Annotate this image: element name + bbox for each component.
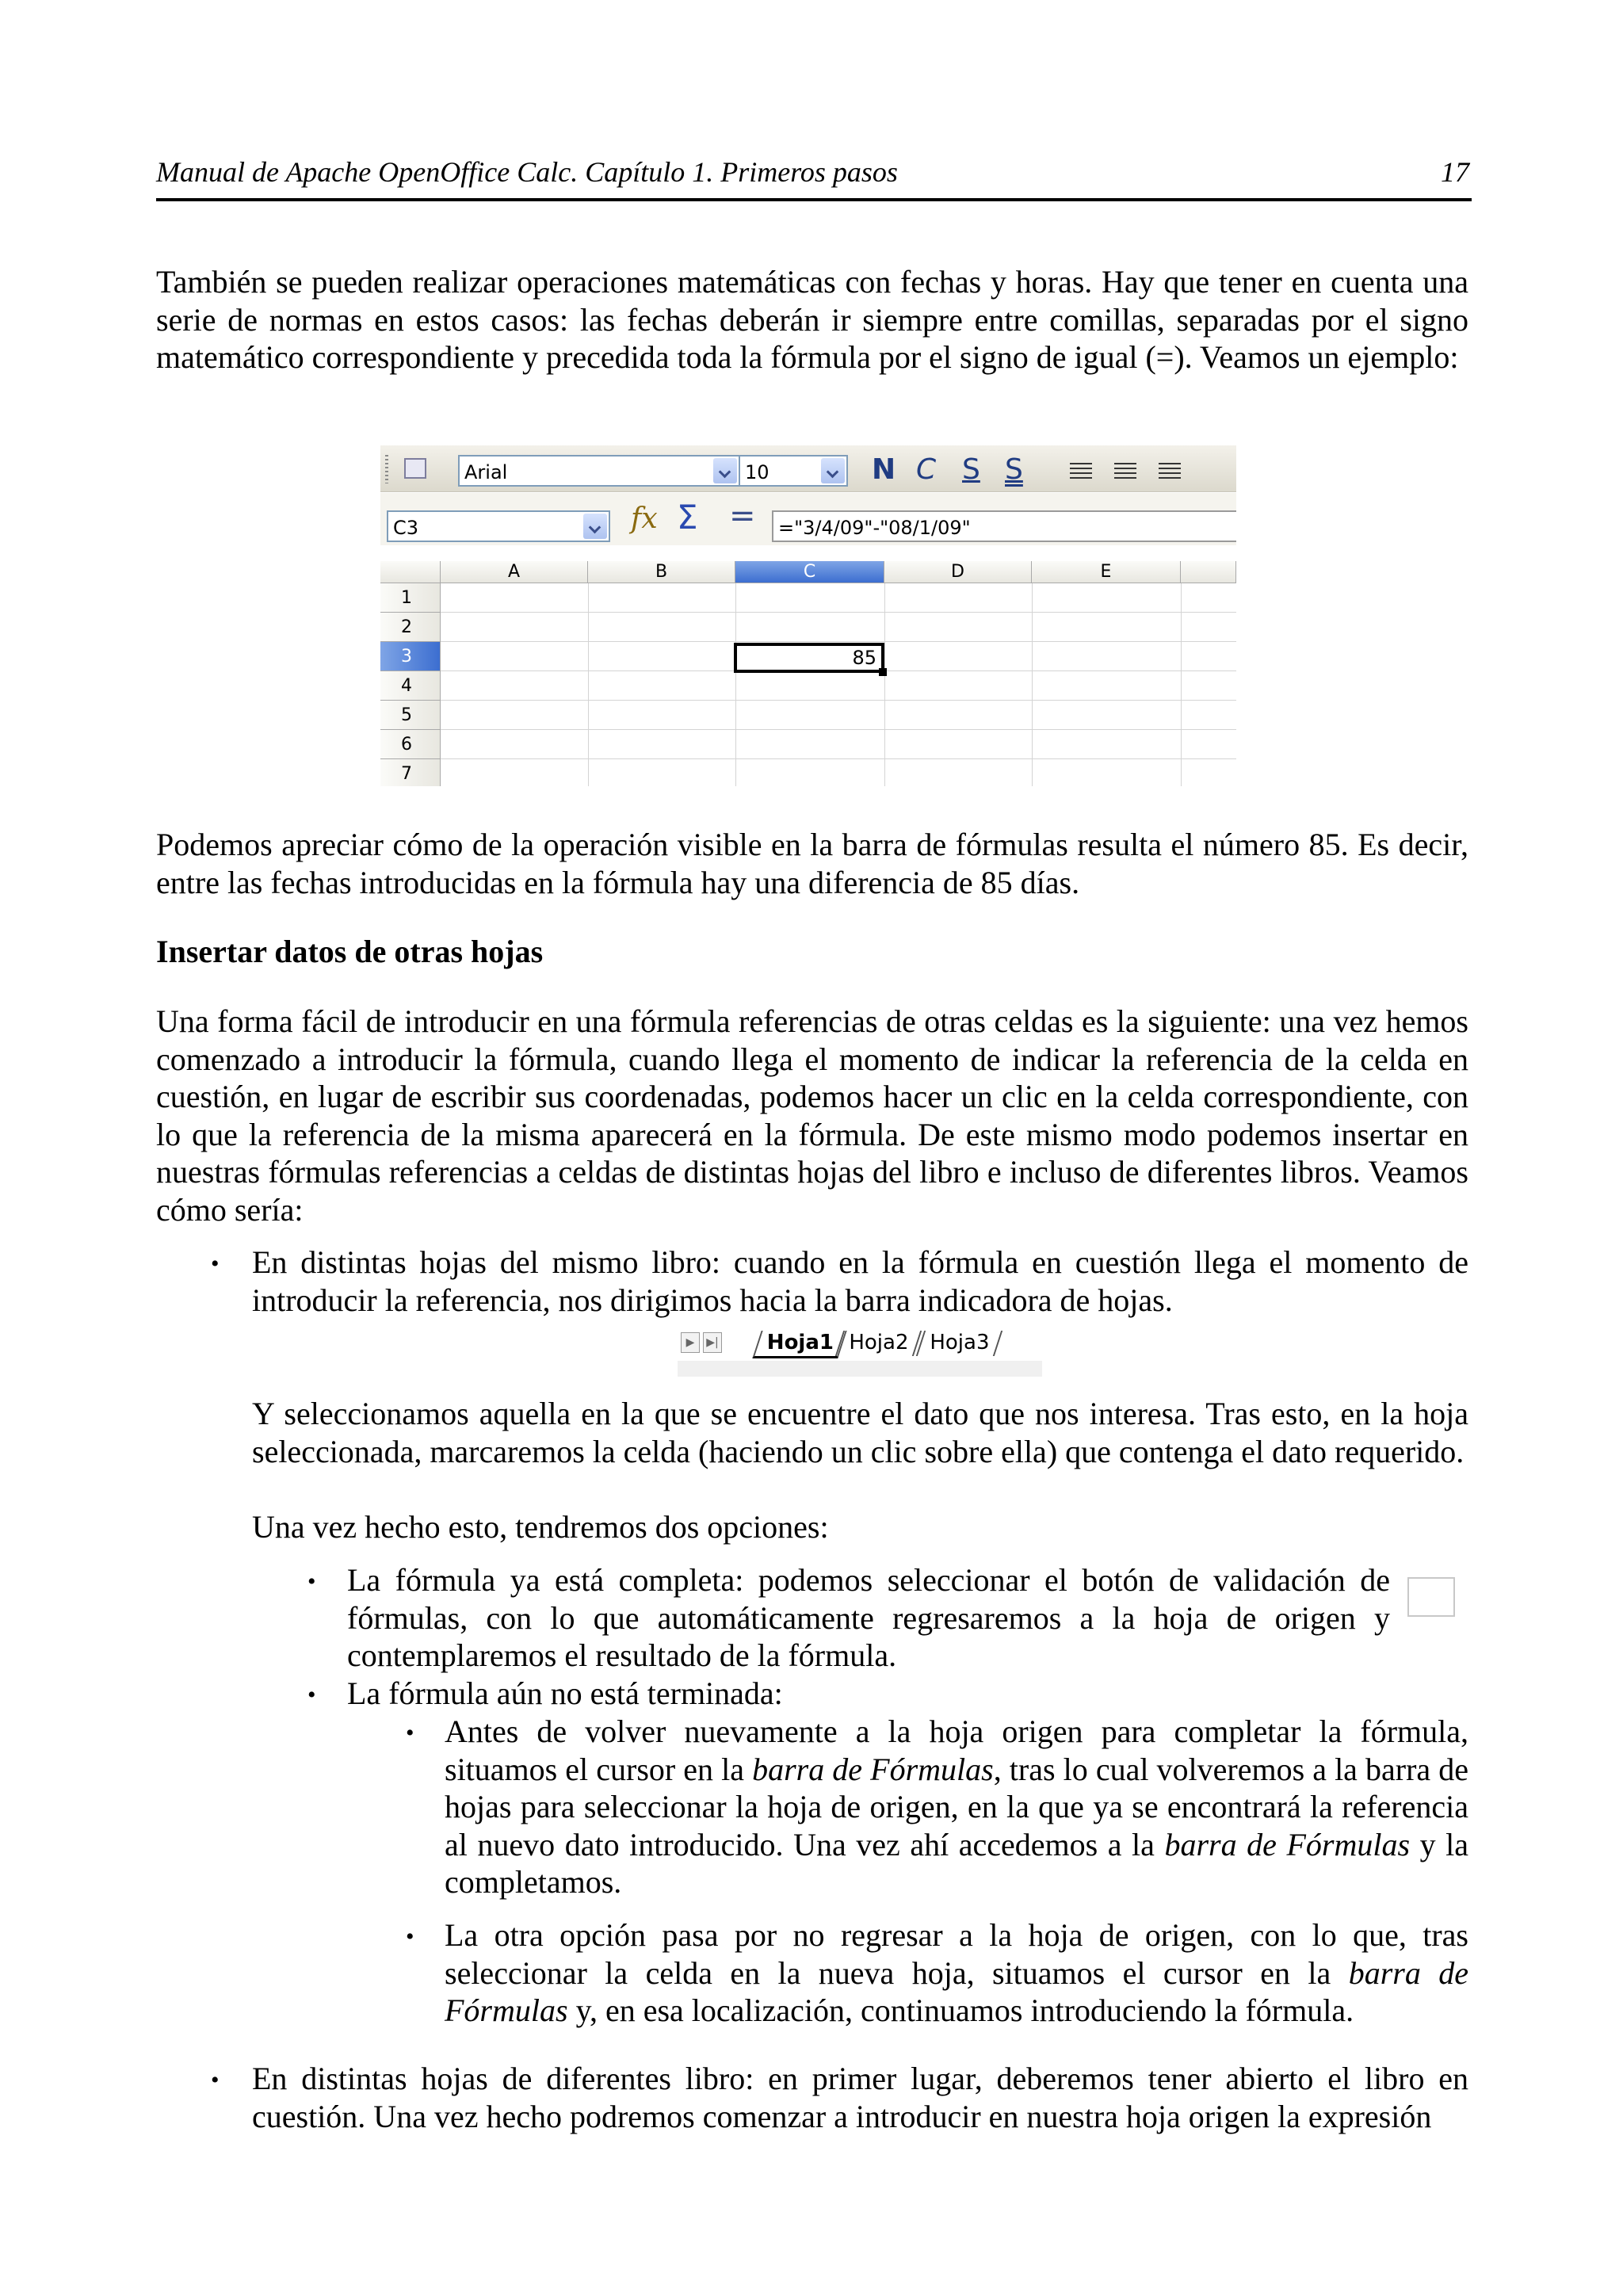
- intro-paragraph: También se pueden realizar operaciones matemáticas con fechas y horas. Hay que tener en cuenta una serie de normas en estos casos: las fechas deberán ir siempre entre comillas, separadas por el signo matemático correspondiente y precedida toda la fórmula por el signo de igual (=). Veamos un ejemplo:: [156, 264, 1468, 375]
- column-header-c[interactable]: C: [735, 561, 884, 583]
- column-header-next[interactable]: [1181, 561, 1236, 583]
- bullet-other-book: En distintas hojas de diferentes libro: en primer lugar, deberemos tener abierto el libro en cuestión. Una vez hecho podremos comenzar a introducir en nuestra hoja origen la expresión: [252, 2061, 1468, 2134]
- align-left-icon[interactable]: [1070, 463, 1092, 480]
- bullet-marker: •: [406, 1720, 414, 1746]
- formatting-toolbar: [380, 445, 1236, 492]
- column-header-d[interactable]: D: [884, 561, 1032, 583]
- options-line: Una vez hecho esto, tendremos dos opciones:: [252, 1509, 829, 1545]
- underline-icon[interactable]: S: [962, 453, 980, 486]
- row-header-7[interactable]: 7: [380, 759, 441, 786]
- grid-line: [441, 641, 1236, 642]
- function-icon[interactable]: =: [729, 498, 756, 534]
- name-box[interactable]: [387, 510, 610, 542]
- validation-button-icon: [1407, 1577, 1455, 1617]
- bullet-marker: •: [211, 2067, 220, 2093]
- font-name-select[interactable]: [458, 455, 740, 487]
- tab-hoja2[interactable]: Hoja2: [835, 1331, 922, 1356]
- column-header-a[interactable]: A: [441, 561, 588, 583]
- tab-nav-last-icon[interactable]: ▶|: [703, 1332, 722, 1353]
- name-box-value: C3: [393, 517, 419, 539]
- grid-line: [441, 612, 1236, 613]
- column-header-b[interactable]: B: [588, 561, 735, 583]
- corner-cell[interactable]: [380, 561, 441, 583]
- section-heading: Insertar datos de otras hojas: [156, 934, 544, 969]
- grid-line: [588, 583, 589, 786]
- section-paragraph: Una forma fácil de introducir en una fórmula referencias de otras celdas es la siguiente: una vez hemos comenzado a introducir la fórmula, cuando llega el momento de indicar la referencia de la celda en cuestión, en lugar de escribir sus coordenadas, podemos hacer un clic en la celda correspondiente, con lo que la referencia de la misma aparecerá en la fórmula. De este mismo modo podemos insertar en nuestras fórmulas referencias a celdas de distintas hojas del libro e incluso de diferentes libros. Veamos cómo sería:: [156, 1003, 1468, 1228]
- row-header-1[interactable]: 1: [380, 583, 441, 613]
- font-size-select[interactable]: [739, 455, 848, 487]
- grid-line: [1181, 583, 1182, 786]
- bullet-marker: •: [307, 1568, 316, 1595]
- page-number: 17: [1441, 156, 1469, 188]
- bullet-marker: •: [307, 1682, 316, 1708]
- double-underline-icon[interactable]: S: [1005, 453, 1023, 486]
- calc-screenshot: [380, 445, 1236, 786]
- bullet-same-book: En distintas hojas del mismo libro: cuando en la fórmula en cuestión llega el momento de introducir la referencia, nos dirigimos hacia la barra indicadora de hojas.: [252, 1244, 1468, 1318]
- tab-nav-prev-icon[interactable]: ▶: [681, 1332, 700, 1353]
- row-header-2[interactable]: 2: [380, 613, 441, 642]
- option-complete: La fórmula ya está completa: podemos seleccionar el botón de validación de fórmulas, con lo que automáticamente regresaremos a la hoja de origen y contemplaremos el resultado de la fórmula.: [347, 1562, 1390, 1673]
- row-header-4[interactable]: 4: [380, 671, 441, 701]
- font-size-value: 10: [745, 461, 769, 483]
- bold-icon[interactable]: N: [872, 453, 896, 486]
- bullet-marker: •: [211, 1251, 220, 1277]
- column-header-e[interactable]: E: [1032, 561, 1181, 583]
- grid-line: [441, 700, 1236, 701]
- tab-strip-bottom: [678, 1361, 1042, 1377]
- grid-line: [735, 583, 736, 786]
- row-header-5[interactable]: 5: [380, 701, 441, 730]
- row-header-3[interactable]: 3: [380, 642, 441, 671]
- styles-icon[interactable]: [404, 458, 426, 479]
- bullet-marker: •: [406, 1924, 414, 1950]
- tab-hoja3[interactable]: Hoja3: [916, 1331, 1003, 1356]
- function-wizard-icon[interactable]: fx: [631, 502, 658, 535]
- selected-cell-c3[interactable]: 85: [734, 643, 884, 673]
- chevron-down-icon[interactable]: [583, 514, 607, 539]
- fill-handle[interactable]: [879, 668, 887, 676]
- grid-line: [441, 758, 1236, 759]
- sheet-tabs-bar: [678, 1326, 1042, 1377]
- formula-input[interactable]: ="3/4/09"-"08/1/09": [772, 510, 1236, 542]
- option-incomplete: La fórmula aún no está terminada:: [347, 1675, 783, 1711]
- page-header-title: Manual de Apache OpenOffice Calc. Capítulo 1. Primeros pasos: [156, 156, 898, 188]
- select-paragraph: Y seleccionamos aquella en la que se encuentre el dato que nos interesa. Tras esto, en la hoja seleccionada, marcaremos la celda (haciendo un clic sobre ella) que contenga el dato requerido.: [252, 1396, 1468, 1469]
- font-name-value: Arial: [464, 461, 508, 483]
- align-right-icon[interactable]: [1159, 463, 1181, 480]
- sub-option-return: Antes de volver nuevamente a la hoja origen para completar la fórmula, situamos el cursor en la barra de Fórmulas, tras lo cual volveremos a la barra de hojas para seleccionar la hoja de origen, en la que ya se encontrará la referencia al nuevo dato introducido. Una vez ahí accedemos a la barra de Fórmulas y la completamos.: [445, 1713, 1469, 1900]
- tab-hoja1[interactable]: Hoja1: [752, 1331, 847, 1358]
- align-center-icon[interactable]: [1114, 463, 1136, 480]
- grid-line: [441, 729, 1236, 730]
- header-rule: [156, 198, 1472, 201]
- toolbar-grip-icon: [385, 455, 388, 483]
- result-paragraph: Podemos apreciar cómo de la operación visible en la barra de fórmulas resulta el número 85. Es decir, entre las fechas introducidas en la fórmula hay una diferencia de 85 días.: [156, 827, 1468, 900]
- row-header-6[interactable]: 6: [380, 730, 441, 759]
- chevron-down-icon[interactable]: [821, 458, 845, 483]
- sub-option-stay: La otra opción pasa por no regresar a la hoja de origen, con lo que, tras seleccionar la celda en la nueva hoja, situamos el cursor en la barra de Fórmulas y, en esa localización, continuamos introduciendo la fórmula.: [445, 1917, 1468, 2028]
- italic-icon[interactable]: C: [916, 453, 937, 486]
- grid-line: [884, 583, 885, 786]
- grid-line: [1032, 583, 1033, 786]
- sum-icon[interactable]: Σ: [677, 498, 698, 537]
- chevron-down-icon[interactable]: [713, 458, 737, 483]
